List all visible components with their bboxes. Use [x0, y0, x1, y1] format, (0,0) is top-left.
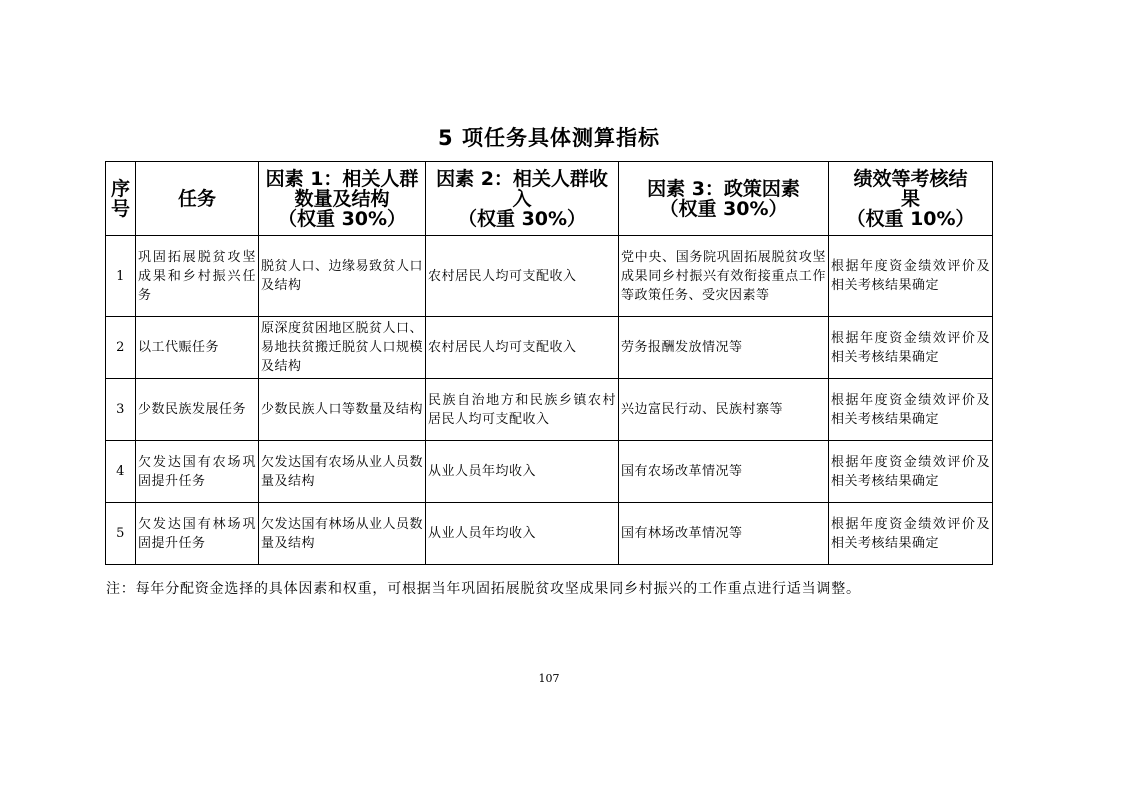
assessment-cell: 根据年度资金绩效评价及相关考核结果确定: [829, 441, 993, 503]
table-row: [106, 441, 993, 503]
table-row: [106, 503, 993, 565]
page-title: 5 项任务具体测算指标: [438, 126, 660, 150]
task-cell: 少数民族发展任务: [136, 379, 259, 441]
factor3-cell: 兴边富民行动、民族村寨等: [619, 379, 829, 441]
factor2-cell: 农村居民人均可支配收入: [426, 236, 619, 317]
header-factor1: 因素 1：相关人群 数量及结构 （权重 30%）: [259, 162, 426, 236]
factor1-cell: 脱贫人口、边缘易致贫人口及结构: [259, 236, 426, 317]
factor3-cell: 党中央、国务院巩固拓展脱贫攻坚成果同乡村振兴有效衔接重点工作等政策任务、受灾因素等: [619, 236, 829, 317]
header-task: 任务: [136, 162, 259, 236]
assessment-cell: 根据年度资金绩效评价及相关考核结果确定: [829, 379, 993, 441]
assessment-cell: 根据年度资金绩效评价及相关考核结果确定: [829, 236, 993, 317]
row-number: 5: [106, 503, 136, 565]
factor2-cell: 从业人员年均收入: [426, 441, 619, 503]
factor2-cell: 民族自治地方和民族乡镇农村居民人均可支配收入: [426, 379, 619, 441]
task-cell: 欠发达国有林场巩固提升任务: [136, 503, 259, 565]
page-number: 107: [538, 672, 560, 685]
task-cell: 欠发达国有农场巩固提升任务: [136, 441, 259, 503]
factor1-cell: 欠发达国有农场从业人员数量及结构: [259, 441, 426, 503]
factor3-cell: 国有农场改革情况等: [619, 441, 829, 503]
factor1-cell: 少数民族人口等数量及结构: [259, 379, 426, 441]
task-cell: 巩固拓展脱贫攻坚成果和乡村振兴任务: [136, 236, 259, 317]
table-row: [106, 379, 993, 441]
header-seq: 序 号: [106, 162, 136, 236]
row-number: 1: [106, 236, 136, 317]
factor1-cell: 欠发达国有林场从业人员数量及结构: [259, 503, 426, 565]
factor2-cell: 从业人员年均收入: [426, 503, 619, 565]
row-number: 4: [106, 441, 136, 503]
assessment-cell: 根据年度资金绩效评价及相关考核结果确定: [829, 317, 993, 379]
header-factor3: 因素 3：政策因素 （权重 30%）: [619, 162, 829, 236]
assessment-cell: 根据年度资金绩效评价及相关考核结果确定: [829, 503, 993, 565]
table-row: [106, 236, 993, 317]
factor2-cell: 农村居民人均可支配收入: [426, 317, 619, 379]
indicator-table: [105, 161, 993, 565]
factor1-cell: 原深度贫困地区脱贫人口、易地扶贫搬迁脱贫人口规模及结构: [259, 317, 426, 379]
factor3-cell: 劳务报酬发放情况等: [619, 317, 829, 379]
table-header-row: [106, 162, 993, 236]
header-factor2: 因素 2：相关人群收 入 （权重 30%）: [426, 162, 619, 236]
factor3-cell: 国有林场改革情况等: [619, 503, 829, 565]
task-cell: 以工代赈任务: [136, 317, 259, 379]
table-row: [106, 317, 993, 379]
table-note: 注：每年分配资金选择的具体因素和权重，可根据当年巩固拓展脱贫攻坚成果同乡村振兴的工作重点进行适当调整。: [106, 581, 861, 597]
header-assessment: 绩效等考核结 果 （权重 10%）: [829, 162, 993, 236]
row-number: 3: [106, 379, 136, 441]
row-number: 2: [106, 317, 136, 379]
